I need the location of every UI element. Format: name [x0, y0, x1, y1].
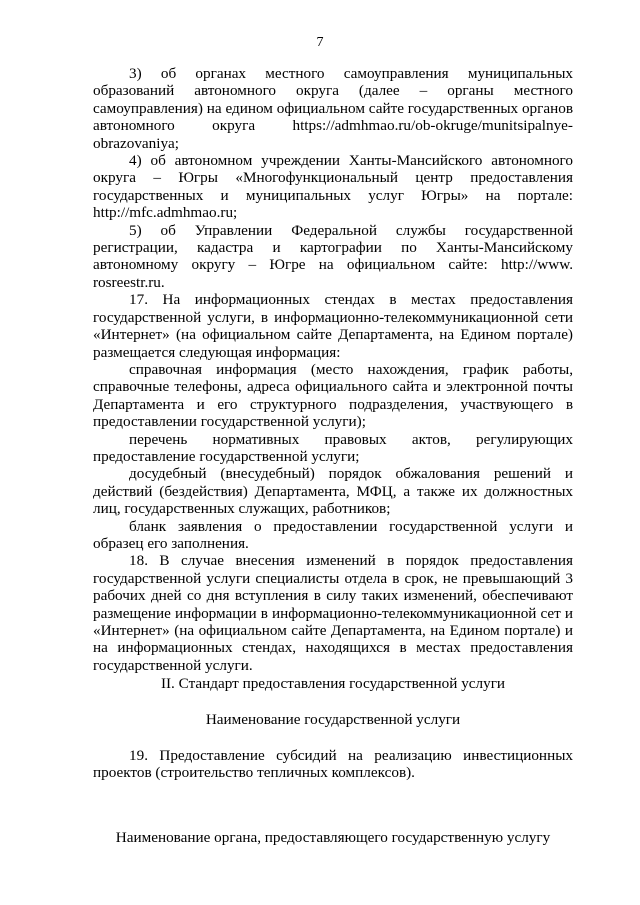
- paragraph-legal-acts: перечень нормативных правовых актов, регулирующих предоставление государственной услуги;: [93, 430, 573, 465]
- paragraph-application-form: бланк заявления о предоставлении государственной услуги и образец его заполнения.: [93, 517, 573, 552]
- paragraph-reference-info: справочная информация (место нахождения, график работы, справочные телефоны, адреса официального сайта и электронной почты Департамента и его структурного подразделения, участвующего в предоставлении государственной услуги);: [93, 360, 573, 431]
- body-text: [93, 65, 573, 674]
- paragraph-18: 18. В случае внесения изменений в порядок предоставления государственной услуги специалисты отдела в срок, не превышающий 3 рабочих дней со дня вступления в силу таких изменений, обеспечивают размещение информации в информационно-телекоммуникационной сет и «Интернет» (на официальном сайте Департамента, на Едином портале) и на информационных стендах, находящихся в местах предоставления государственной услуги.: [93, 552, 573, 674]
- paragraph-17: 17. На информационных стендах в местах предоставления государственной услуги, в информационно-телекоммуникационной сети «Интернет» (на официальном сайте Департамента, на Едином портале) размещается следующая информация:: [93, 291, 573, 361]
- paragraph-info-rosreestr: 5) об Управлении Федеральной службы государственной регистрации, кадастра и картографии по Ханты-Мансийскому автономному округу – Югре на официальном сайте: http://www. rosreestr.ru.: [93, 221, 573, 291]
- paragraph-19: 19. Предоставление субсидий на реализацию инвестиционных проектов (строительство тепличных комплексов).: [93, 747, 573, 782]
- subheading-service-name: Наименование государственной услуги: [205, 711, 461, 728]
- page-number: 7: [316, 35, 324, 50]
- paragraph-info-mfc: 4) об автономном учреждении Ханты-Мансийского автономного округа – Югры «Многофункциональный центр предоставления государственных и муниципальных услуг Югры» на портале: http://mfc.admhmao.ru;: [93, 152, 573, 222]
- paragraph-info-local-government: 3) об органах местного самоуправления муниципальных образований автономного округа (далее – органы местного самоуправления) на едином официальном сайте государственных органов автономного округа https://admhmao.ru/ob-okruge/munitsipalnye-obrazovaniya;: [93, 65, 573, 152]
- paragraph-appeal-procedure: досудебный (внесудебный) порядок обжалования решений и действий (бездействия) Департамента, МФЦ, а также их должностных лиц, государственных служащих, работников;: [93, 465, 573, 518]
- section-heading: II. Стандарт предоставления государственной услуги: [160, 675, 506, 692]
- subheading-org-name: Наименование органа, предоставляющего государственную услугу: [115, 829, 551, 846]
